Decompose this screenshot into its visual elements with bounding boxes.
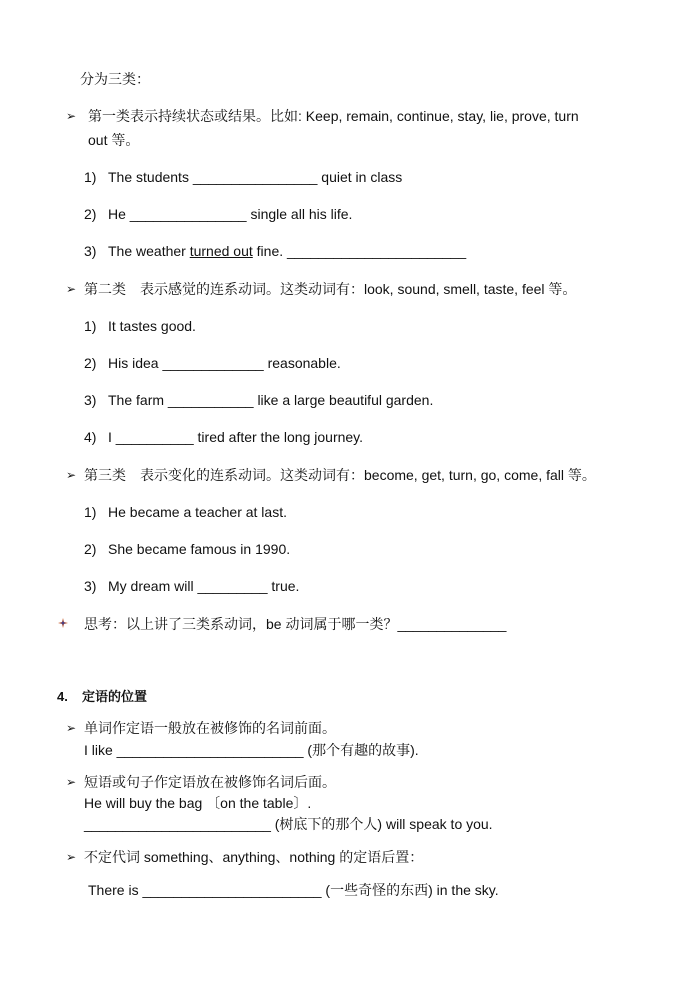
- list-item: [84, 354, 341, 372]
- item-text: His idea _____________ reasonable.: [108, 355, 341, 371]
- item-number: 3): [84, 243, 97, 259]
- list-item: [84, 577, 299, 595]
- item-number: 4): [84, 429, 97, 445]
- s4-b1-line2: I like ________________________ (那个有趣的故事).: [84, 742, 419, 758]
- s4-b3-line2: There is _______________________ (一些奇怪的东西) in the sky.: [88, 882, 499, 898]
- item-text: It tastes good.: [108, 318, 196, 334]
- item-text: The farm ___________ like a large beautiful garden.: [108, 392, 434, 408]
- item-number: 3): [84, 578, 97, 594]
- s4-b1-line1: 单词作定语一般放在被修饰的名词前面。: [84, 720, 336, 736]
- item-number: 1): [84, 169, 97, 185]
- item-number: 3): [84, 392, 97, 408]
- think-question: 思考：以上讲了三类系动词，be 动词属于哪一类？______________: [84, 616, 507, 632]
- item-text: My dream will _________ true.: [108, 578, 300, 594]
- item-number: 1): [84, 318, 97, 334]
- list-item: [84, 317, 196, 335]
- bullet-arrow-icon: ➢: [66, 109, 77, 123]
- s4-b3-line1: 不定代词 something、anything、nothing 的定语后置：: [84, 849, 424, 865]
- bullet-arrow-icon: ➢: [66, 468, 77, 482]
- section-title: 定语的位置: [82, 689, 148, 704]
- cat2-text: 第二类 表示感觉的连系动词。这类动词有：look, sound, smell, taste, feel 等。: [84, 281, 577, 297]
- intro-text: 分为三类：: [80, 71, 150, 87]
- list-item: [84, 205, 352, 223]
- s4-b2-line3: ________________________ (树底下的那个人) will speak to you.: [84, 816, 493, 832]
- item-text: The students ________________ quiet in class: [108, 169, 403, 185]
- section-number: 4.: [57, 689, 68, 704]
- s4-b2-line1: 短语或句子作定语放在被修饰名词后面。: [84, 774, 336, 790]
- bullet-arrow-icon: ➢: [66, 775, 77, 789]
- item-text-underlined: turned out: [189, 243, 253, 259]
- bullet-arrow-icon: ➢: [66, 282, 77, 296]
- bullet-arrow-icon: ➢: [66, 850, 77, 864]
- list-item: [84, 242, 466, 260]
- list-item: [84, 540, 290, 558]
- item-number: 2): [84, 541, 97, 557]
- item-text: I __________ tired after the long journey.: [108, 429, 364, 445]
- item-text: She became famous in 1990.: [108, 541, 291, 557]
- cat1-text-line1: 第一类表示持续状态或结果。比如: Keep, remain, continue, stay, lie, prove, turn: [88, 108, 579, 124]
- item-text: He _______________ single all his life.: [108, 206, 353, 222]
- item-text-post: fine. _______________________: [252, 243, 467, 259]
- item-text: He became a teacher at last.: [108, 504, 287, 520]
- bullet-arrow-icon: ➢: [66, 721, 77, 735]
- s4-b2-line2: He will buy the bag 〔on the table〕.: [84, 795, 312, 811]
- list-item: [84, 428, 363, 446]
- list-item: [84, 168, 402, 186]
- star-bullet-icon: [58, 618, 68, 628]
- list-item: [84, 391, 433, 409]
- cat3-text: 第三类 表示变化的连系动词。这类动词有：become, get, turn, go, come, fall 等。: [84, 467, 596, 483]
- item-number: 1): [84, 504, 97, 520]
- cat1-text-line2: out 等。: [88, 132, 140, 148]
- list-item: [84, 503, 287, 521]
- item-number: 2): [84, 355, 97, 371]
- item-text-pre: The weather: [108, 243, 190, 259]
- item-number: 2): [84, 206, 97, 222]
